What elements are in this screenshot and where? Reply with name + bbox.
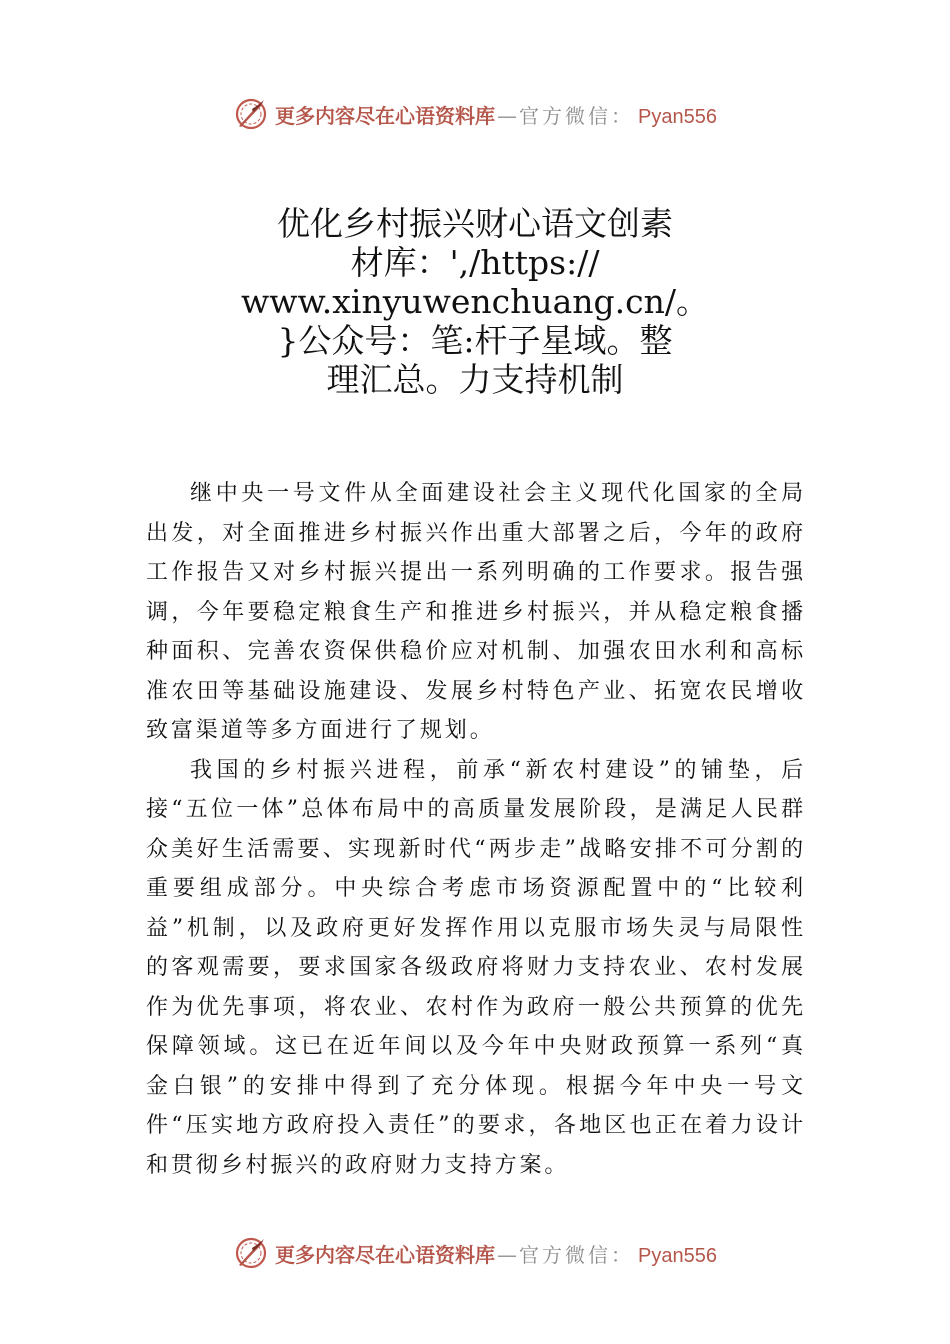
quill-logo-icon — [233, 1235, 269, 1271]
title-line: 理汇总。力支持机制 — [326, 360, 624, 399]
banner-main-text: 更多内容尽在心语资料库 — [275, 1242, 496, 1267]
document-body — [146, 474, 806, 1185]
banner-text — [275, 100, 717, 129]
quill-logo-icon — [233, 96, 269, 132]
banner-dash: — — [497, 103, 518, 128]
title-line: 优化乡村振兴财心语文创素 — [277, 204, 673, 243]
title-line: www.xinyuwenchuang.cn/。 — [240, 282, 710, 321]
banner-wechat-id: Pyan556 — [638, 1244, 717, 1267]
title-line: 材库：',/https:// — [350, 243, 600, 282]
banner-wechat-id: Pyan556 — [638, 105, 717, 128]
body-paragraph: 继中央一号文件从全面建设社会主义现代化国家的全局出发，对全面推进乡村振兴作出重大部署之后，今年的政府工作报告又对乡村振兴提出一系列明确的工作要求。报告强调，今年要稳定粮食生产和推进乡村振兴，并从稳定粮食播种面积、完善农资保供稳价应对机制、加强农田水利和高标准农田等基础设施建设、发展乡村特色产业、拓宽农民增收致富渠道等多方面进行了规划。 — [146, 481, 806, 743]
banner-dash: — — [497, 1242, 518, 1267]
banner-wechat-label: 官方微信： — [519, 103, 635, 128]
document-title — [200, 204, 750, 399]
header-banner — [0, 94, 950, 134]
banner-wechat-label: 官方微信： — [519, 1242, 635, 1267]
banner-main-text: 更多内容尽在心语资料库 — [275, 103, 496, 128]
banner-text — [275, 1239, 717, 1268]
title-line: }公众号：笔:杆子星域。整 — [277, 321, 673, 360]
footer-banner — [0, 1233, 950, 1273]
body-paragraph: 我国的乡村振兴进程，前承“新农村建设”的铺垫，后接“五位一体”总体布局中的高质量发展阶段，是满足人民群众美好生活需要、实现新时代“两步走”战略安排不可分割的重要组成部分。中央综合考虑市场资源配置中的“比较利益”机制，以及政府更好发挥作用以克服市场失灵与局限性的客观需要，要求国家各级政府将财力支持农业、农村发展作为优先事项，将农业、农村作为政府一般公共预算的优先保障领域。这已在近年间以及今年中央财政预算一系列“真金白银”的安排中得到了充分体现。根据今年中央一号文件“压实地方政府投入责任”的要求，各地区也正在着力设计和贯彻乡村振兴的政府财力支持方案。 — [146, 757, 806, 1178]
